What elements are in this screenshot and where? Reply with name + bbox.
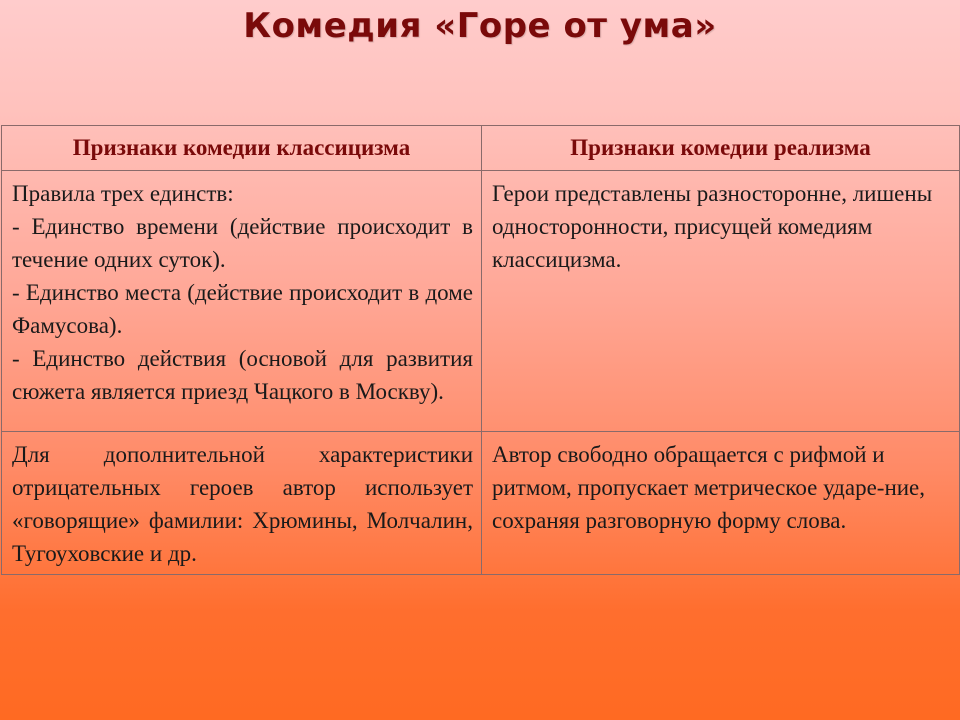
cell-text: - Единство места (действие происходит в доме Фамусова). — [12, 280, 473, 338]
header-classicism: Признаки комедии классицизма — [2, 126, 482, 171]
cell-classicism-names — [2, 432, 482, 575]
cell-text: Для дополнительной характеристики отрицательных героев автор использует «говорящие» фамилии: Хрюмины, Молчалин, Тугоуховские и др. — [12, 442, 473, 566]
header-realism: Признаки комедии реализма — [482, 126, 960, 171]
comparison-table — [1, 125, 960, 575]
cell-text: Правила трех единств: — [12, 181, 234, 206]
cell-text: - Единство времени (действие происходит в течение одних суток). — [12, 214, 473, 272]
cell-text: Герои представлены разносторонне, лишены односторонности, присущей комедиям классицизма. — [492, 181, 933, 272]
slide-title: Комедия «Горе от ума» — [243, 6, 717, 46]
table-header-row — [2, 126, 960, 171]
cell-classicism-unities — [2, 171, 482, 432]
cell-realism-rhythm — [482, 432, 960, 575]
table-row — [2, 171, 960, 432]
cell-text: - Единство действия (основой для развития сюжета является приезд Чацкого в Москву). — [12, 346, 473, 404]
cell-realism-heroes — [482, 171, 960, 432]
table-row — [2, 432, 960, 575]
cell-text: Автор свободно обращается с рифмой и ритмом, пропускает метрическое ударе-ние, сохраняя разговорную форму слова. — [492, 442, 926, 533]
